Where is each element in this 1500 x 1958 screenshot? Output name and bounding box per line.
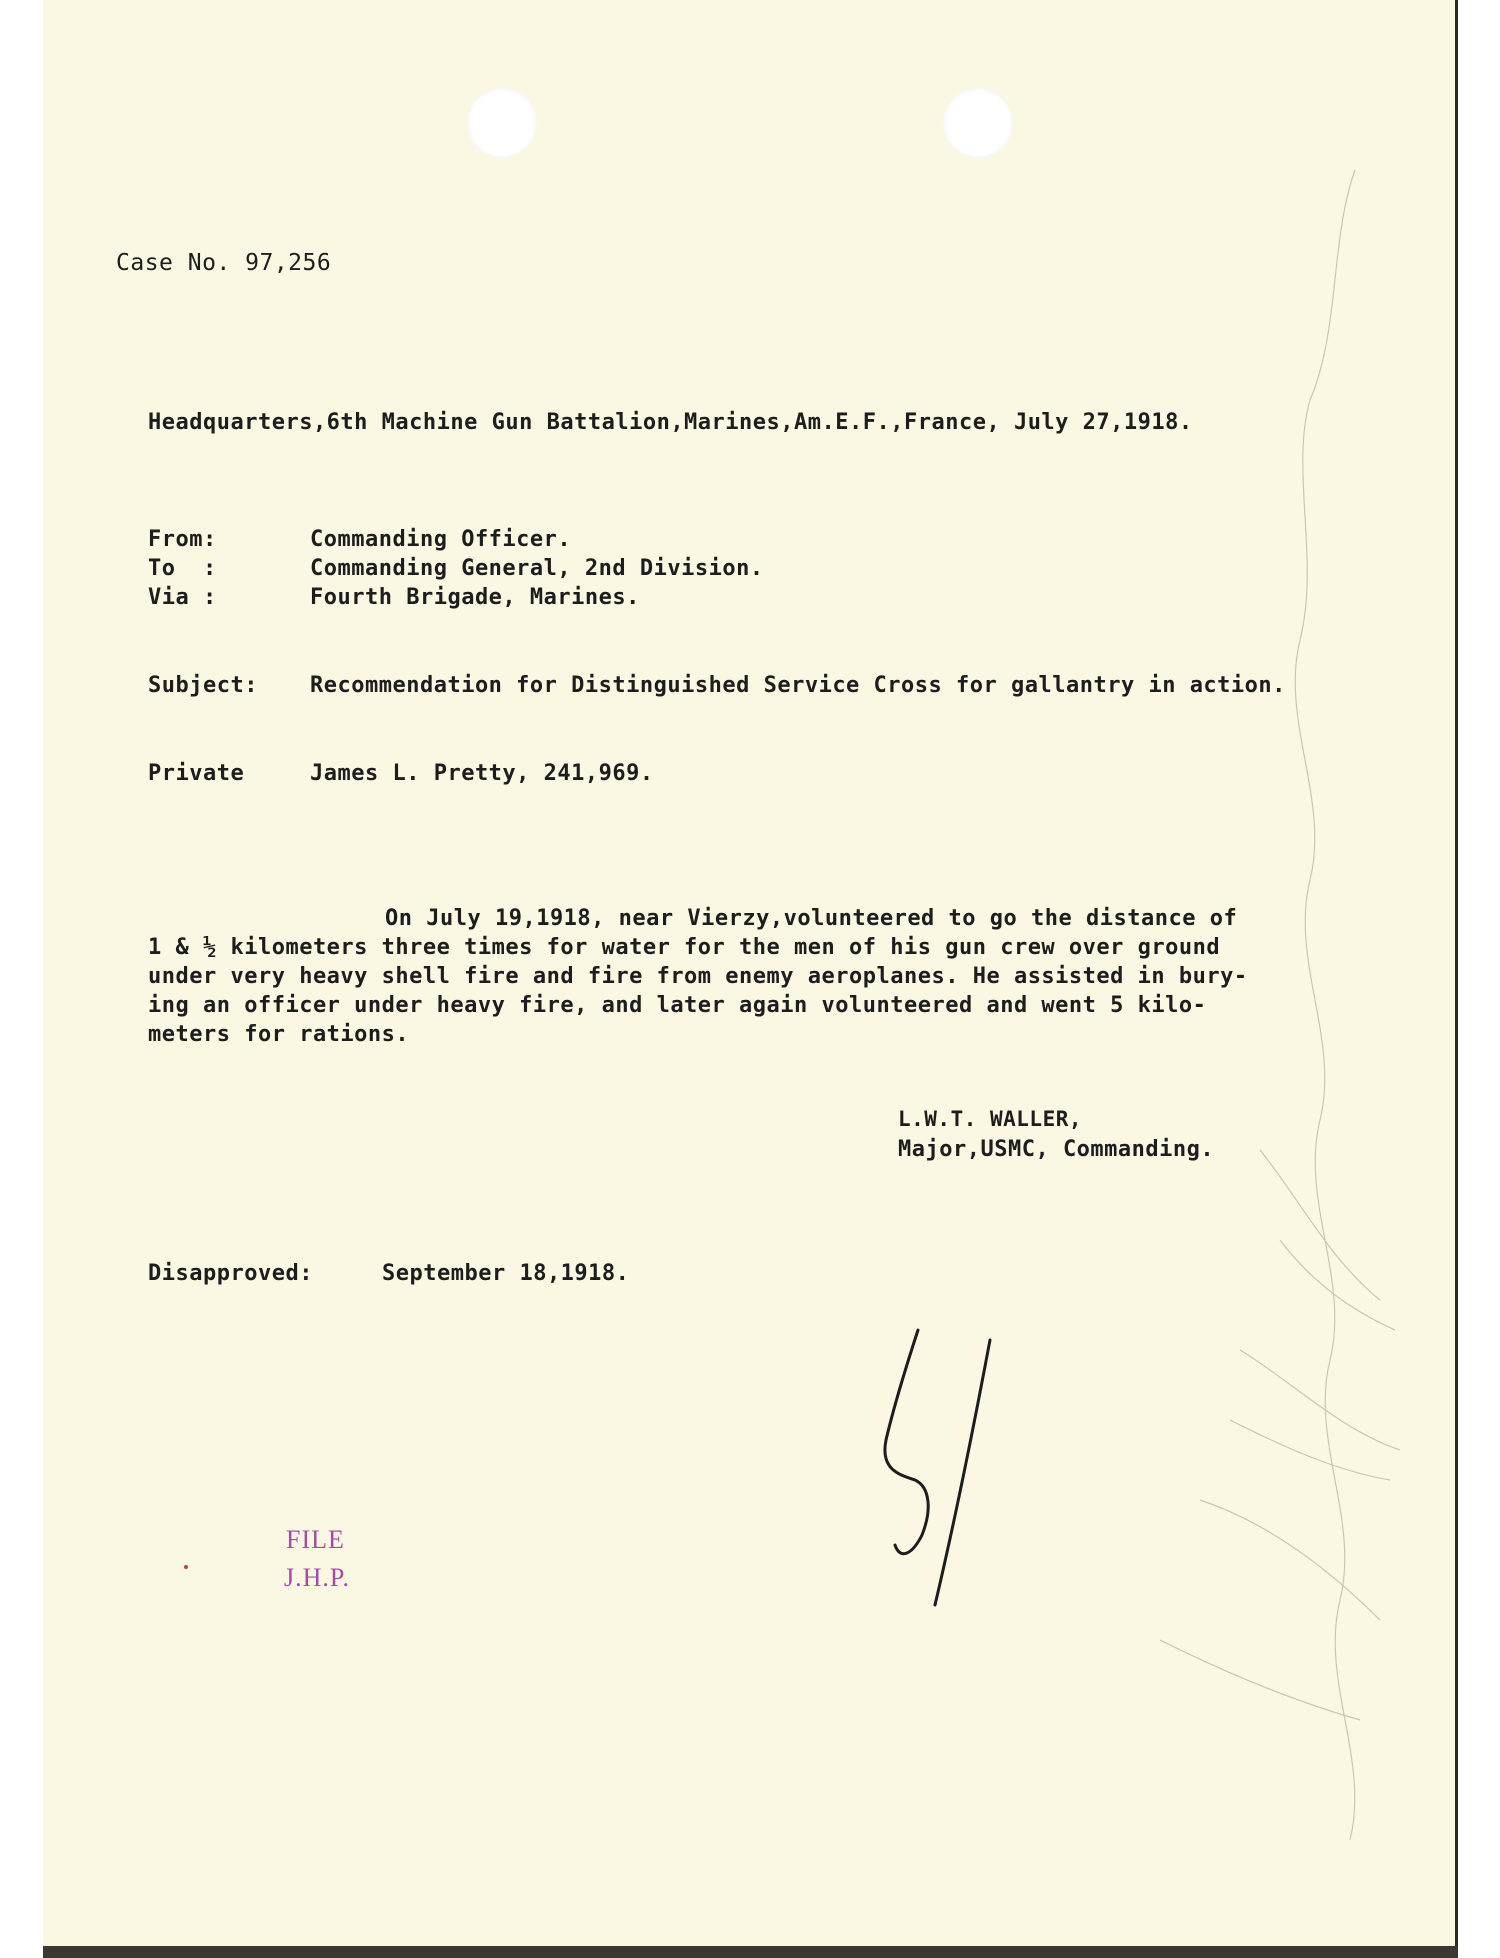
file-stamp-line2: J.H.P.: [284, 1563, 350, 1592]
from-label: From:: [148, 527, 217, 552]
via-value: Fourth Brigade, Marines.: [310, 585, 640, 610]
nominee-rank: Private: [148, 761, 245, 786]
subject-label: Subject:: [148, 673, 258, 698]
citation-line: 1 & ½ kilometers three times for water for the men of his gun crew over ground: [148, 935, 1221, 960]
citation-line: meters for rations.: [148, 1022, 410, 1047]
signature-name: L.W.T. WALLER,: [898, 1107, 1083, 1131]
disposition-date: September 18,1918.: [382, 1261, 630, 1286]
to-label: To :: [148, 556, 217, 581]
citation-line: On July 19,1918, near Vierzy,volunteered to go the distance of: [385, 906, 1238, 931]
signature-title: Major,USMC, Commanding.: [898, 1137, 1215, 1162]
citation-line: ing an officer under heavy fire, and later again volunteered and went 5 kilo-: [148, 993, 1207, 1018]
nominee-name: James L. Pretty, 241,969.: [310, 761, 654, 786]
ink-dot: [184, 1565, 188, 1569]
faint-pencil-sketch: [1160, 170, 1400, 1840]
subject-value: Recommendation for Distinguished Service Cross for gallantry in action.: [310, 673, 1286, 698]
via-label: Via :: [148, 585, 217, 610]
file-stamp-line1: FILE: [286, 1525, 345, 1554]
from-value: Commanding Officer.: [310, 527, 572, 552]
disposition-label: Disapproved:: [148, 1261, 313, 1286]
handwritten-number: [885, 1330, 990, 1605]
citation-line: under very heavy shell fire and fire from enemy aeroplanes. He assisted in bury-: [148, 964, 1248, 989]
case-number: Case No. 97,256: [116, 250, 332, 276]
document-heading: Headquarters,6th Machine Gun Battalion,Marines,Am.E.F.,France, July 27,1918.: [148, 410, 1193, 435]
to-value: Commanding General, 2nd Division.: [310, 556, 764, 581]
